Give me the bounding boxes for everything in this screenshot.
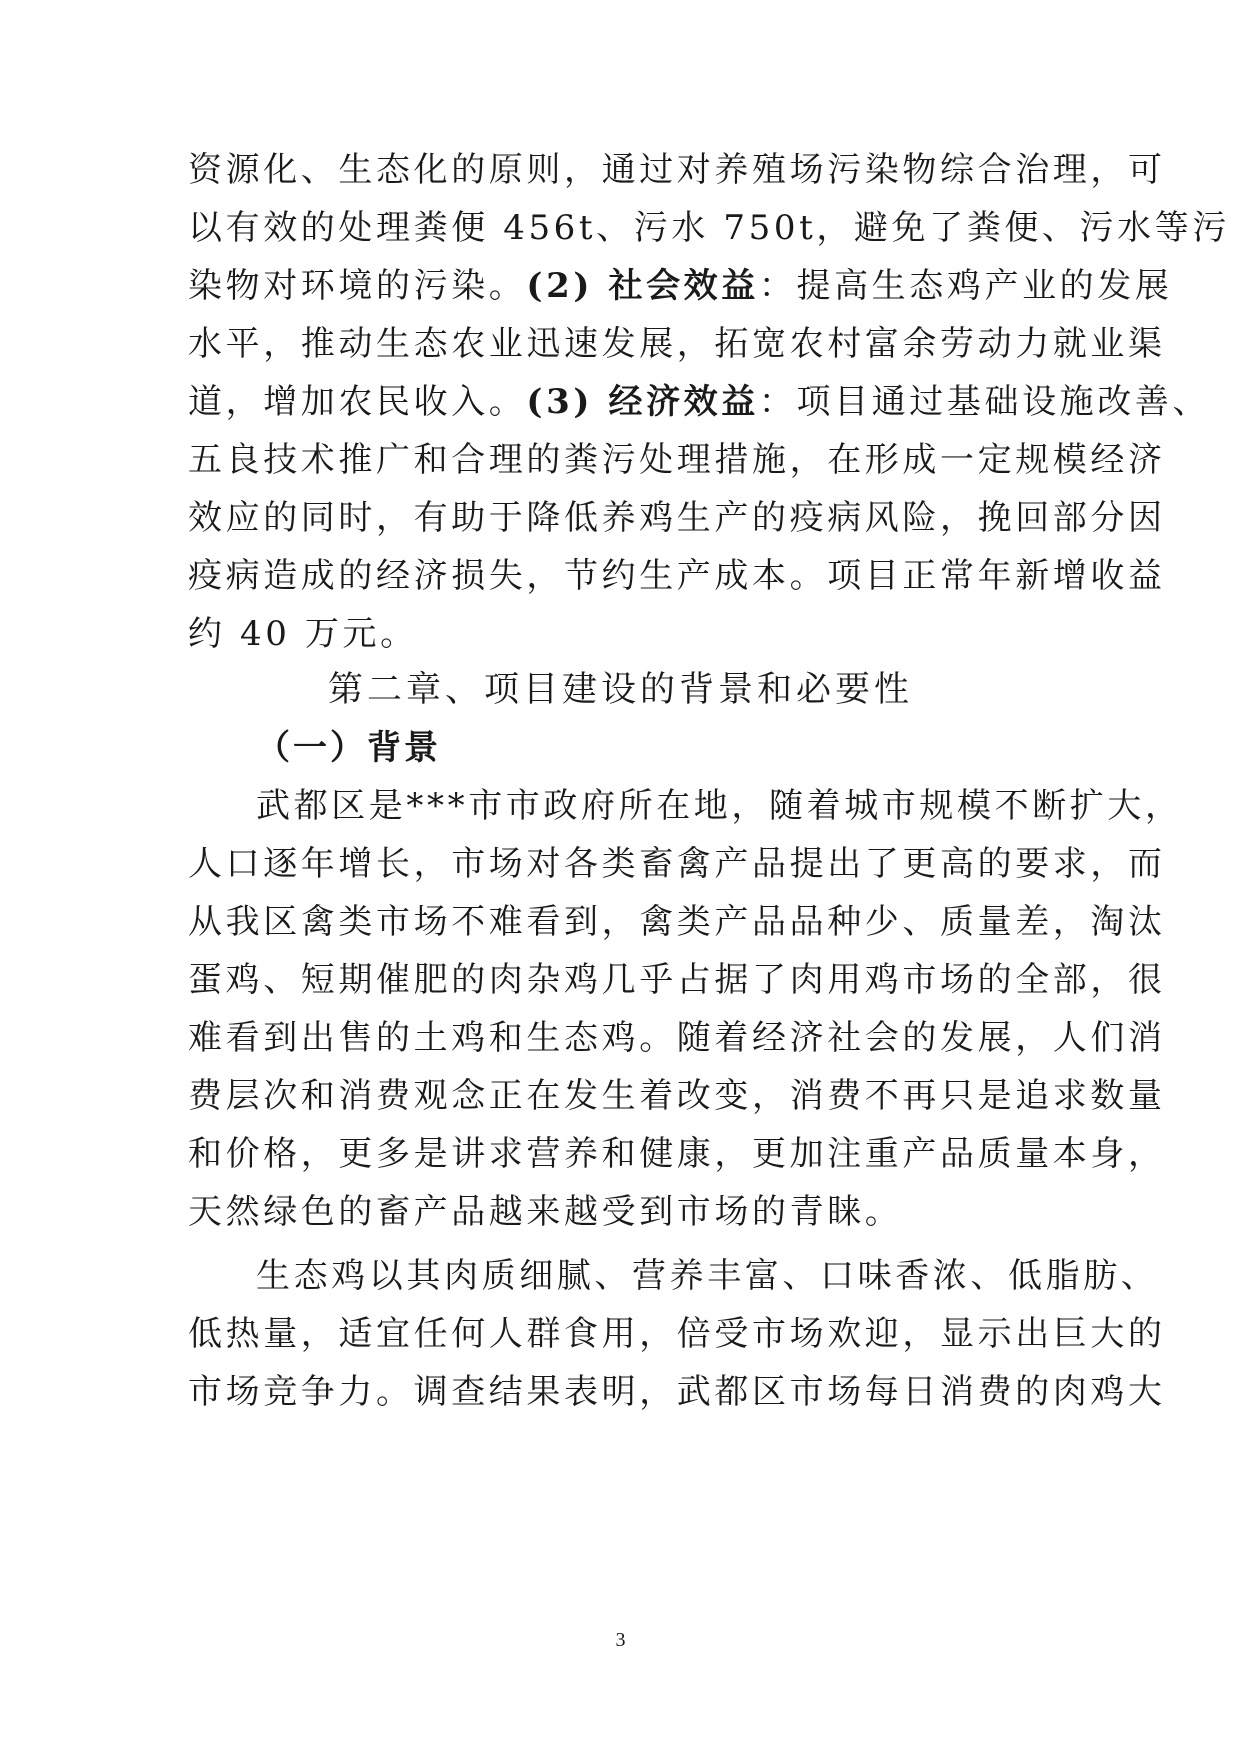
- paragraph-line: 市场竞争力。调查结果表明，武都区市场每日消费的肉鸡大: [188, 1372, 1166, 1412]
- chapter-title: 第二章、项目建设的背景和必要性: [327, 670, 913, 710]
- paragraph-line: 五良技术推广和合理的粪污处理措施，在形成一定规模经济: [188, 440, 1166, 480]
- paragraph-line: [188, 264, 1173, 308]
- paragraph-line: 低热量，适宜任何人群食用，倍受市场欢迎，显示出巨大的: [188, 1314, 1166, 1354]
- paragraph-line: 效应的同时，有助于降低养鸡生产的疫病风险，挽回部分因: [188, 498, 1166, 538]
- paragraph-line: 人口逐年增长，市场对各类畜禽产品提出了更高的要求，而: [188, 844, 1166, 884]
- text-run: 道，增加农民收入。: [188, 382, 527, 422]
- text-run: 染物对环境的污染。: [188, 266, 527, 306]
- paragraph-line: [188, 380, 1211, 424]
- paragraph-line: 蛋鸡、短期催肥的肉杂鸡几乎占据了肉用鸡市场的全部，很: [188, 960, 1166, 1000]
- paragraph-line: 资源化、生态化的原则，通过对养殖场污染物综合治理，可: [188, 150, 1166, 190]
- paragraph-line: 从我区禽类市场不难看到，禽类产品品种少、质量差，淘汰: [188, 902, 1166, 942]
- paragraph-line: 以有效的处理粪便 456t、污水 750t，避免了粪便、污水等污: [188, 208, 1230, 248]
- paragraph-line: 难看到出售的土鸡和生态鸡。随着经济社会的发展，人们消: [188, 1018, 1166, 1058]
- section-title: （一）背景: [256, 728, 441, 768]
- paragraph-line: 约 40 万元。: [188, 614, 418, 654]
- paragraph-line: 武都区是***市市政府所在地，随着城市规模不断扩大，: [256, 786, 1183, 826]
- paragraph-line: 水平，推动生态农业迅速发展，拓宽农村富余劳动力就业渠: [188, 324, 1166, 364]
- economic-benefit-label: (3) 经济效益: [526, 382, 759, 422]
- paragraph-line: 费层次和消费观念正在发生着改变，消费不再只是追求数量: [188, 1076, 1166, 1116]
- text-run: ：项目通过基础设施改善、: [758, 382, 1211, 422]
- paragraph-line: 天然绿色的畜产品越来越受到市场的青睐。: [188, 1192, 903, 1232]
- paragraph-line: 疫病造成的经济损失，节约生产成本。项目正常年新增收益: [188, 556, 1166, 596]
- paragraph-line: 和价格，更多是讲求营养和健康，更加注重产品质量本身，: [188, 1134, 1166, 1174]
- paragraph-line: 生态鸡以其肉质细腻、营养丰富、口味香浓、低脂肪、: [256, 1256, 1159, 1296]
- social-benefit-label: (2) 社会效益: [526, 266, 759, 306]
- text-run: ：提高生态鸡产业的发展: [758, 266, 1173, 306]
- page-number: 3: [615, 1629, 626, 1651]
